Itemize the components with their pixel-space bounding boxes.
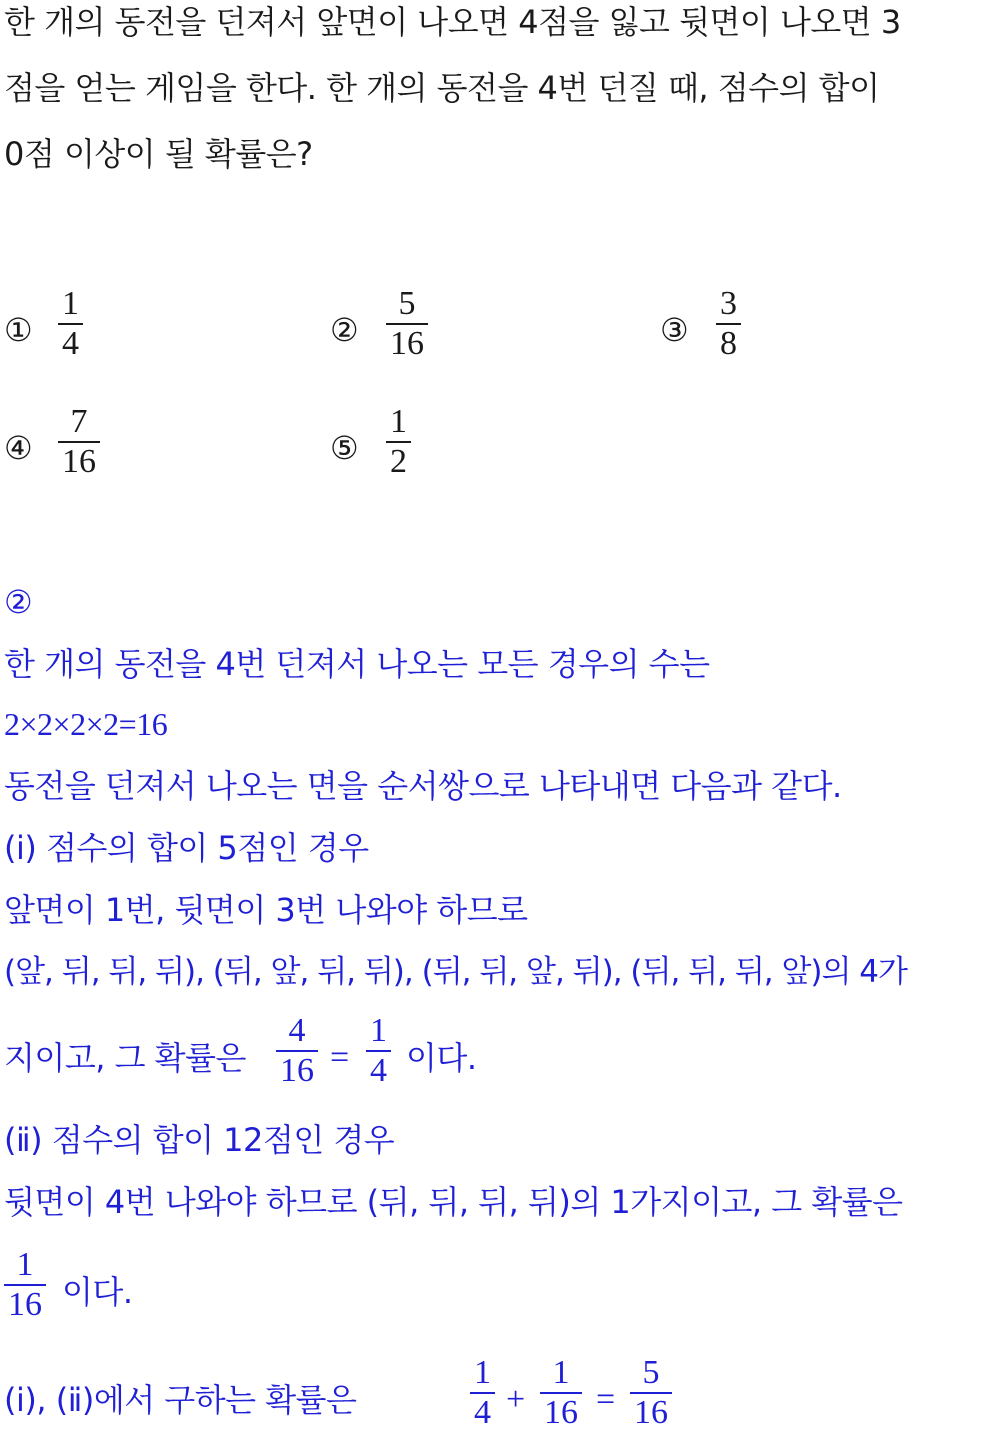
question-line-2: 점을 얻는 게임을 한다. 한 개의 동전을 4번 던질 때, 점수의 합이 [4, 69, 880, 107]
solution-line-10-fraction: 1 16 [4, 1246, 46, 1324]
choice-2-fraction: 5 16 [386, 285, 428, 363]
question-line-1: 한 개의 동전을 던져서 앞면이 나오면 4점을 잃고 뒷면이 나오면 3 [4, 3, 901, 41]
choice-5-fraction: 1 2 [386, 403, 411, 481]
solution-line-6: (앞, 뒤, 뒤, 뒤), (뒤, 앞, 뒤, 뒤), (뒤, 뒤, 앞, 뒤), (뒤, 뒤, 뒤, 앞)의 4가 [4, 954, 907, 990]
equals-sign-final: = [596, 1381, 616, 1418]
question-line-3: 0점 이상이 될 확률은? [4, 135, 313, 173]
choice-5-mark: ⑤ [330, 429, 359, 467]
equals-sign: = [330, 1039, 350, 1076]
choice-4-fraction: 7 16 [58, 403, 100, 481]
solution-line-1: 한 개의 동전을 4번 던져서 나오는 모든 경우의 수는 [4, 645, 710, 683]
solution-case-1-heading: (ⅰ) 점수의 합이 5점인 경우 [4, 829, 369, 867]
choice-2-mark: ② [330, 311, 359, 349]
solution-line-3: 동전을 던져서 나오는 면을 순서쌍으로 나타내면 다음과 같다. [4, 767, 842, 805]
choice-1-fraction: 1 4 [58, 285, 83, 363]
solution-line-9: 뒷면이 4번 나와야 하므로 (뒤, 뒤, 뒤, 뒤)의 1가지이고, 그 확률은 [4, 1183, 903, 1221]
choice-3-fraction: 3 8 [716, 285, 741, 363]
solution-line-7-prefix: 지이고, 그 확률은 [4, 1039, 246, 1077]
final-fraction-3: 5 16 [630, 1354, 672, 1432]
solution-line-5: 앞면이 1번, 뒷면이 3번 나와야 하므로 [4, 891, 528, 929]
solution-line-2: 2×2×2×2=16 [4, 706, 168, 742]
solution-case-2-heading: (ⅱ) 점수의 합이 12점인 경우 [4, 1121, 395, 1159]
solution-line-7-suffix: 이다. [406, 1039, 477, 1077]
solution-line-10-suffix: 이다. [62, 1273, 133, 1311]
answer-mark: ② [4, 583, 33, 621]
solution-final-prefix: (ⅰ), (ⅱ)에서 구하는 확률은 [4, 1381, 357, 1419]
solution-line-7-fraction-1: 4 16 [276, 1012, 318, 1090]
final-fraction-1: 1 4 [470, 1354, 495, 1432]
solution-line-7-fraction-2: 1 4 [366, 1012, 391, 1090]
plus-sign: + [506, 1381, 526, 1418]
choice-4-mark: ④ [4, 429, 33, 467]
final-fraction-2: 1 16 [540, 1354, 582, 1432]
choice-3-mark: ③ [660, 311, 689, 349]
choice-1-mark: ① [4, 311, 33, 349]
